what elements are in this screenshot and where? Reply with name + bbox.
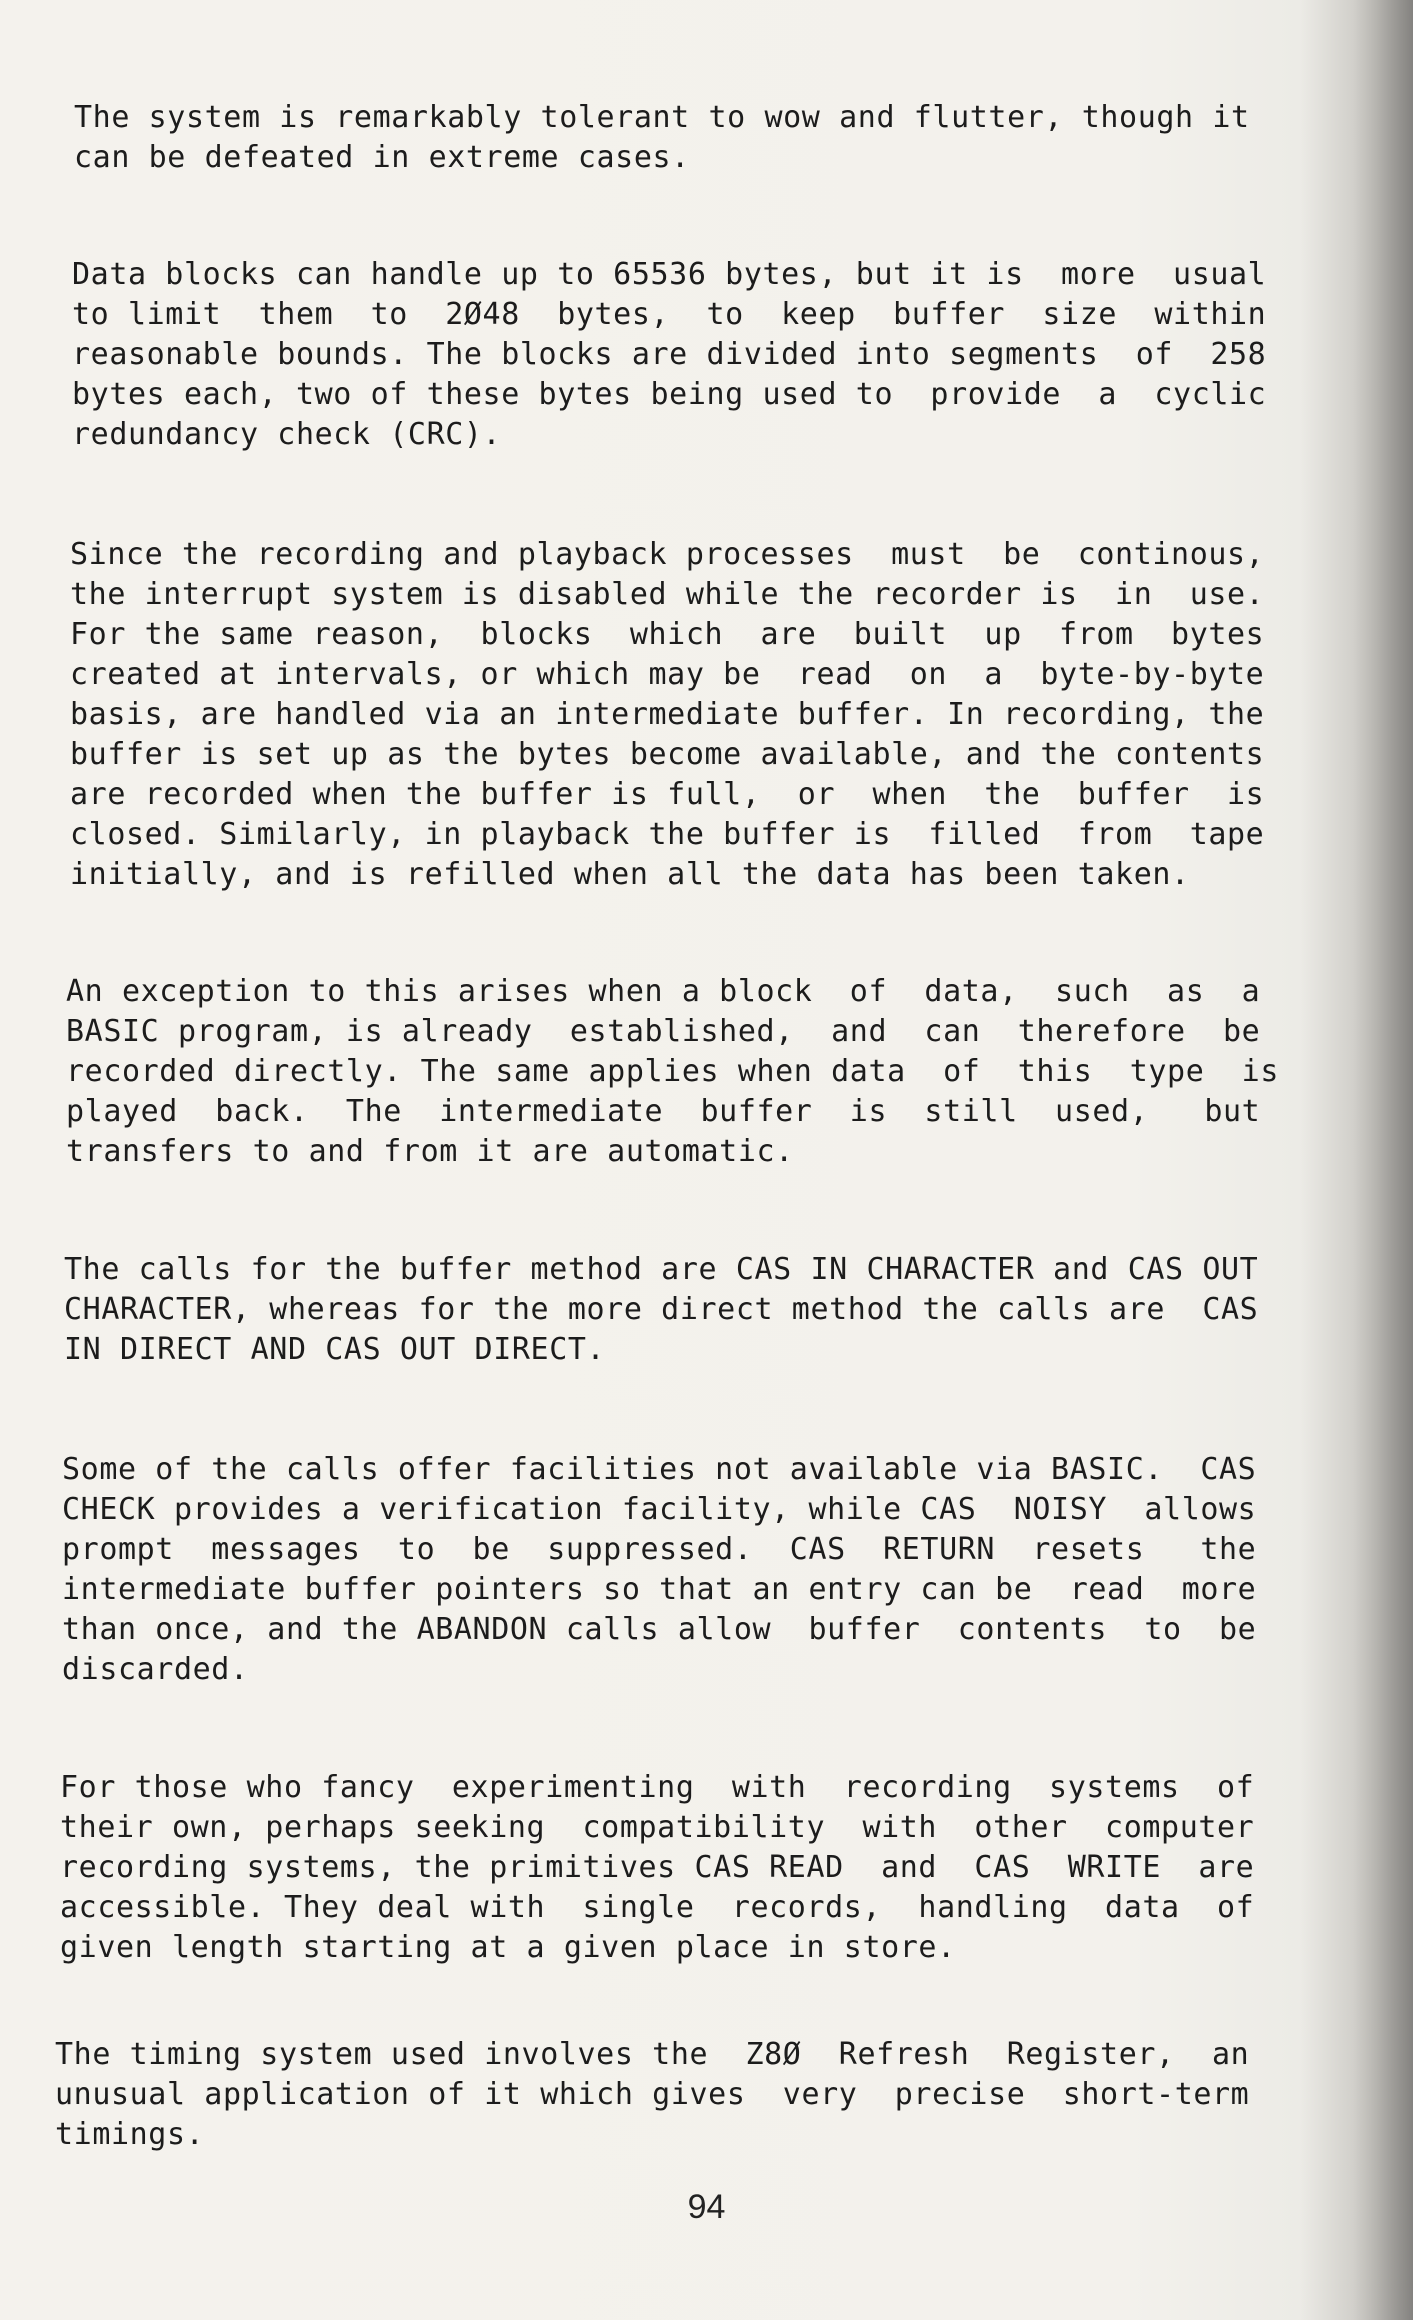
paragraph-calls: The calls for the buffer method are CAS IN CHARACTER and CAS OUT CHARACTER, whereas for the more direct method the calls are CAS IN DIRECT AND CAS OUT DIRECT.: [64, 1252, 1259, 1367]
page-number: 94: [687, 2188, 726, 2226]
paragraph-timing: The timing system used involves the Z8Ø Refresh Register, an unusual application of it which gives very precise short-term timings.: [55, 2037, 1250, 2152]
paragraph-wow-flutter: The system is remarkably tolerant to wow and flutter, though it can be defeated in extreme cases.: [74, 100, 1250, 175]
paragraph-experimenting: For those who fancy experimenting with recording systems of their own, perhaps seeking compatibility with other computer recording systems, the primitives CAS READ and CAS WRITE are accessible. They deal with single records, handling data of given length starting at a given place in store.: [60, 1770, 1255, 1965]
paragraph-facilities: Some of the calls offer facilities not available via BASIC. CAS CHECK provides a verification facility, while CAS NOISY allows prompt messages to be suppressed. CAS RETURN resets the intermediate buffer pointers so that an entry can be read more than once, and the ABANDON calls allow buffer contents to be discarded.: [62, 1452, 1257, 1687]
page-edge-shadow: [1353, 0, 1413, 2320]
paragraph-interrupts: Since the recording and playback processes must be continous, the interrupt system is disabled while the recorder is in use. For the same reason, blocks which are built up from bytes created at intervals, or which may be read on a byte-by-byte basis, are handled via an intermediate buffer. In recording, the buffer is set up as the bytes become available, and the contents are recorded when the buffer is full, or when the buffer is closed. Similarly, in playback the buffer is filled from tape initially, and is refilled when all the data has been taken.: [70, 537, 1265, 892]
paragraph-exception: An exception to this arises when a block of data, such as a BASIC program, is already established, and can therefore be recorded directly. The same applies when data of this type is played back. The intermediate buffer is still used, but transfers to and from it are automatic.: [66, 974, 1279, 1169]
paragraph-data-blocks: Data blocks can handle up to 65536 bytes, but it is more usual to limit them to 2Ø48 bytes, to keep buffer size within reasonable bounds. The blocks are divided into segments of 258 bytes each, two of these bytes being used to provide a cyclic redundancy check (CRC).: [72, 257, 1267, 452]
